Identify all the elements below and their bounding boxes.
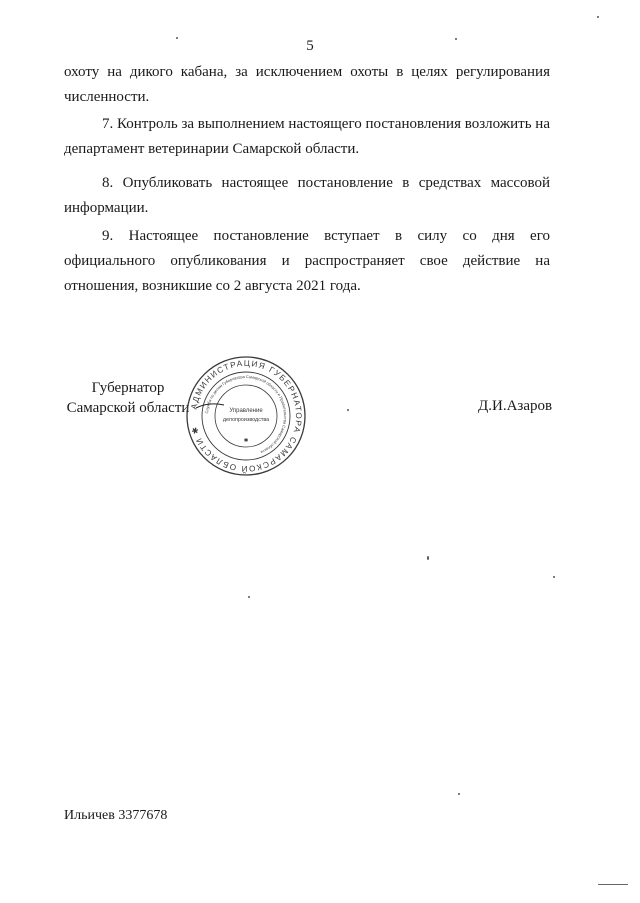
signatory-title-line2: Самарской области bbox=[66, 400, 190, 416]
paragraph-7: 7. Контроль за выполнением настоящего постановления возложить на департамент ветеринарии Самарской области. bbox=[64, 116, 550, 157]
signatory-title-line1: Губернатор bbox=[91, 380, 165, 396]
svg-text:Управление: Управление bbox=[229, 408, 263, 414]
svg-text:делопроизводства: делопроизводства bbox=[222, 417, 270, 423]
scan-speck bbox=[347, 409, 349, 411]
scan-speck bbox=[553, 576, 555, 578]
paragraph-continuation: охоту на дикого кабана, за исключением охоты в целях регулирования численности. bbox=[64, 64, 550, 105]
scan-line-mark bbox=[598, 884, 628, 885]
scan-speck bbox=[597, 16, 599, 18]
scan-speck bbox=[176, 37, 178, 39]
signatory-name: Д.И.Азаров bbox=[478, 398, 553, 414]
scan-speck bbox=[427, 556, 429, 560]
svg-text:✱: ✱ bbox=[243, 438, 249, 444]
scan-speck bbox=[455, 38, 457, 40]
svg-text:АДМИНИСТРАЦИЯ ГУБЕРНАТОРА САМА: АДМИНИСТРАЦИЯ ГУБЕРНАТОРА САМАРСКОЙ ОБЛАСТИ ✱ bbox=[189, 358, 304, 474]
executor-footer: Ильичев 3377678 bbox=[64, 808, 168, 823]
official-stamp-seal bbox=[184, 354, 308, 478]
paragraph-9: 9. Настоящее постановление вступает в силу со дня его официального опубликования и распространяет свое действие на отношения, возникшие со 2 августа 2021 года. bbox=[64, 228, 550, 294]
scan-speck bbox=[248, 596, 250, 598]
paragraph-8: 8. Опубликовать настоящее постановление в средствах массовой информации. bbox=[64, 175, 550, 216]
page-number: 5 bbox=[306, 38, 314, 54]
svg-text:Служба по делам Губернатора Са: Служба по делам Губернатора Самарской области и Правительства Самарской области bbox=[204, 373, 289, 455]
scan-speck bbox=[458, 793, 460, 795]
signatory-title bbox=[66, 378, 190, 418]
